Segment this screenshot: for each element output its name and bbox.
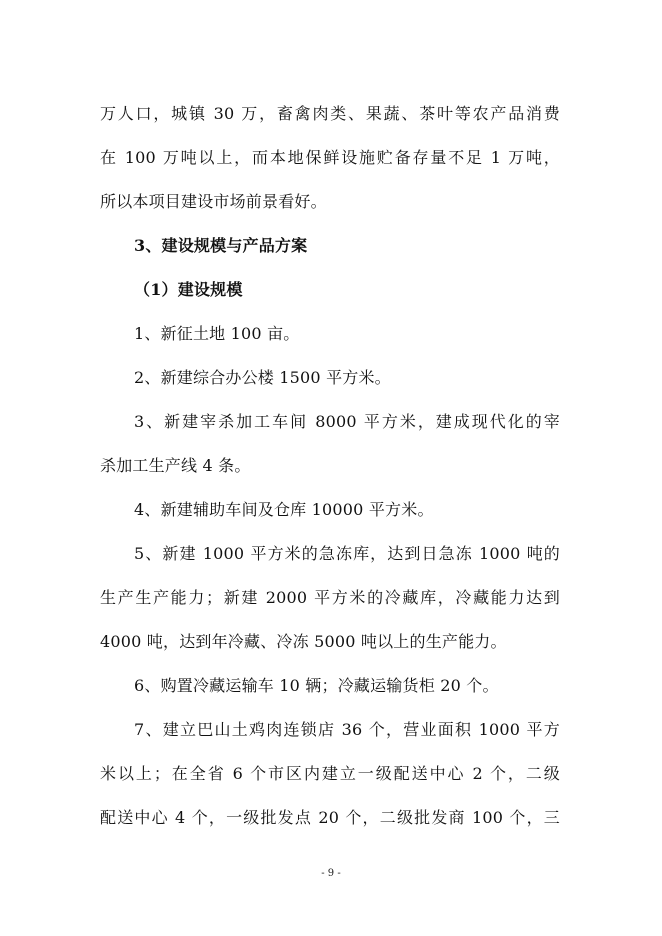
list-item: 2、新建综合办公楼 1500 平方米。 [134,368,391,387]
paragraph-line: 在 100 万吨以上，而本地保鲜设施贮备存量不足 1 万吨， [100,148,560,167]
subsection-heading: （1）建设规模 [134,280,243,299]
list-item-continuation: 生产生产能力；新建 2000 平方米的冷藏库，冷藏能力达到 [100,588,560,607]
section-heading: 3、建设规模与产品方案 [134,236,308,255]
list-item-continuation: 米以上；在全省 6 个市区内建立一级配送中心 2 个，二级 [100,764,560,783]
list-item-continuation: 4000 吨，达到年冷藏、冷冻 5000 吨以上的生产能力。 [100,632,507,651]
page-number: - 9 - [321,868,341,879]
list-item: 6、购置冷藏运输车 10 辆；冷藏运输货柜 20 个。 [134,676,499,695]
list-item-continuation: 配送中心 4 个，一级批发点 20 个，二级批发商 100 个，三 [100,808,560,827]
list-item: 3、新建宰杀加工车间 8000 平方米，建成现代化的宰 [134,412,560,431]
list-item: 7、建立巴山土鸡肉连锁店 36 个，营业面积 1000 平方 [134,720,560,739]
list-item-continuation: 杀加工生产线 4 条。 [100,456,251,475]
list-item: 5、新建 1000 平方米的急冻库，达到日急冻 1000 吨的 [134,544,560,563]
list-item: 1、新征土地 100 亩。 [134,324,300,343]
paragraph-line: 万人口，城镇 30 万，畜禽肉类、果蔬、茶叶等农产品消费 [100,104,560,123]
list-item: 4、新建辅助车间及仓库 10000 平方米。 [134,500,434,519]
paragraph-line: 所以本项目建设市场前景看好。 [100,192,327,211]
